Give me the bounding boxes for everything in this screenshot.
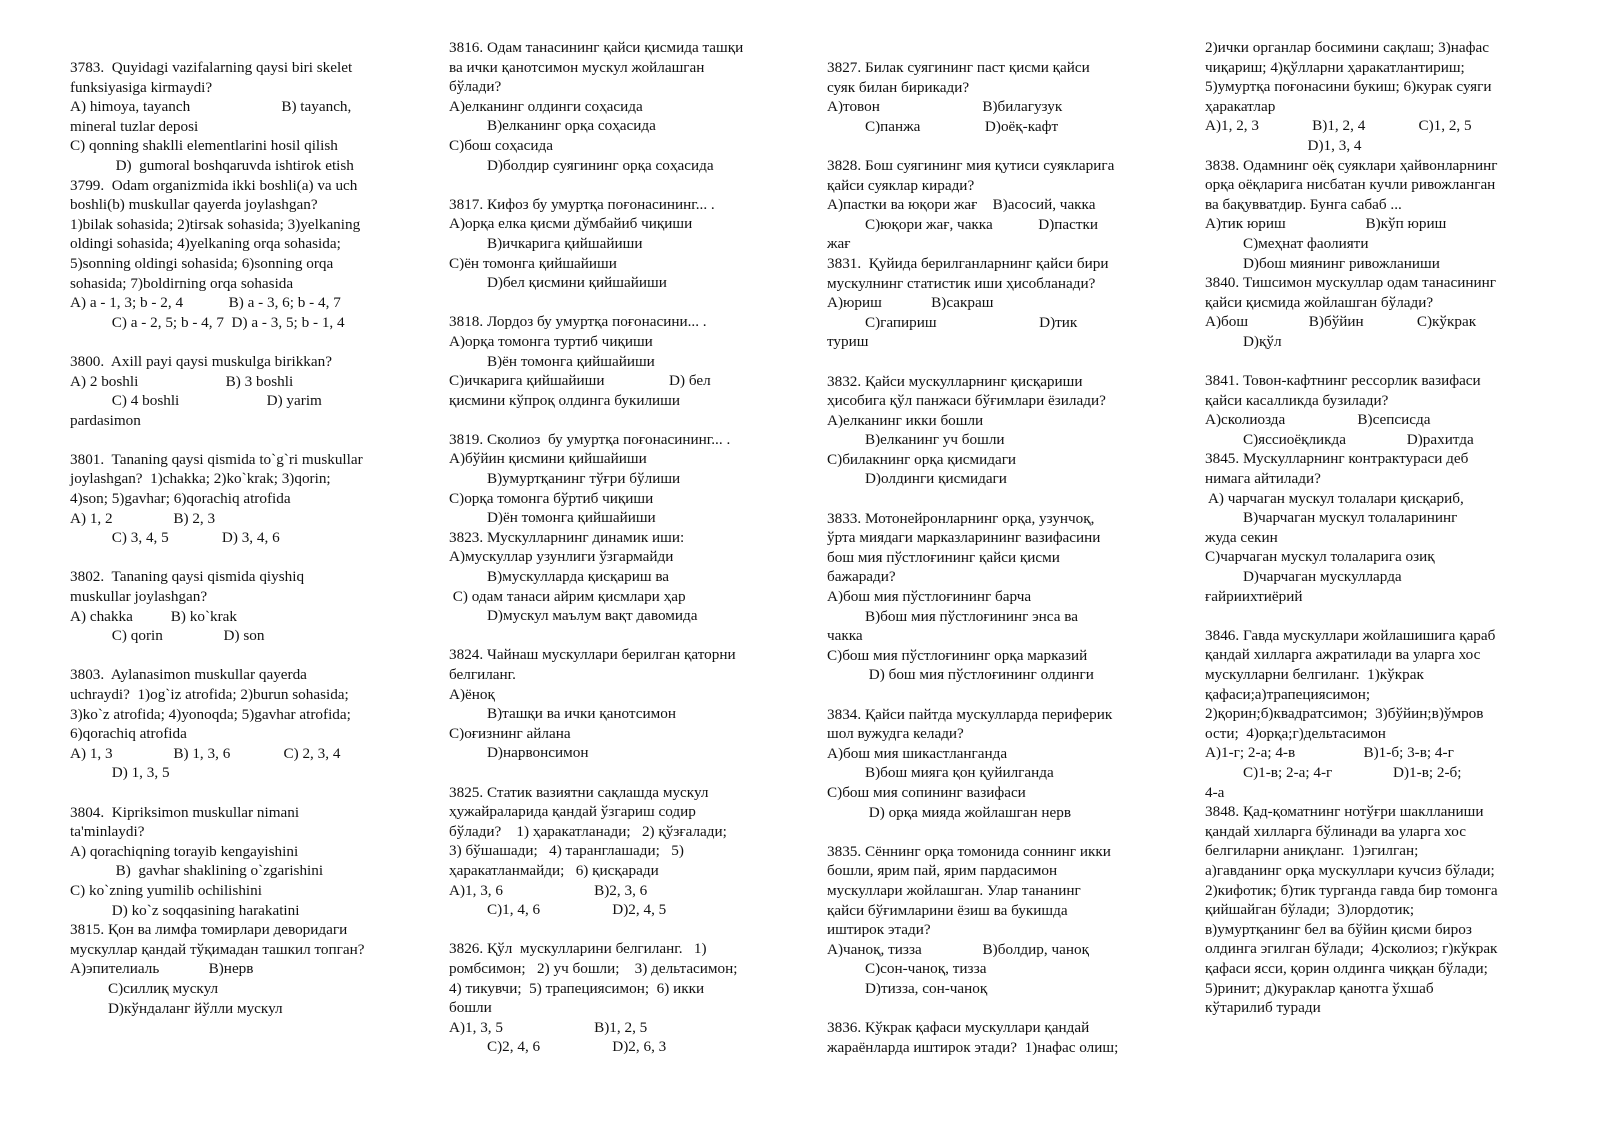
text-line: A)тик юриш B)кўп юриш xyxy=(1205,215,1447,233)
text-line: ҳаракатлар xyxy=(1205,97,1276,115)
text-line: иштирок этади? xyxy=(827,921,931,939)
blank-line xyxy=(449,175,784,195)
text-line: B)умуртқанинг тўғри бўлиши xyxy=(449,470,681,488)
text-line: 3783. Quyidagi vazifalarning qaysi biri skelet xyxy=(70,59,353,76)
text-line: 3833. Мотонейронларнинг орқа, узунчоқ, xyxy=(827,509,1095,527)
text-line: 3836. Кўкрак қафаси мускуллари қандай xyxy=(827,1019,1090,1037)
text-line: B)ичкарига қийшайиши xyxy=(449,234,643,252)
text-line: D)чарчаган мускулларда xyxy=(1205,568,1402,586)
text-line: funksiyasiga kirmaydi? xyxy=(70,78,213,96)
text-line: қайси бўғимларини ёзиш ва букишда xyxy=(827,901,1068,919)
text-line: қайси қисмида жойлашган бўлади? xyxy=(1205,293,1434,311)
text-line: ғайриихтиёрий xyxy=(1205,587,1303,605)
text-line: суяк билан бирикади? xyxy=(827,78,970,96)
text-line: чакка xyxy=(827,627,863,645)
text-line: A)1-г; 2-а; 4-в B)1-б; 3-в; 4-г xyxy=(1205,744,1454,762)
blank-line xyxy=(827,822,1162,842)
text-line: 6)qorachiq atrofida xyxy=(70,725,187,743)
text-line: бошли xyxy=(449,999,492,1017)
text-line: uchraydi? 1)og`iz atrofida; 2)burun sohasida; xyxy=(70,686,349,703)
text-line: boshli(b) muskullar qayerda joylashgan? xyxy=(70,196,318,214)
text-line: туриш xyxy=(827,333,869,351)
text-line: A) 1, 2 B) 2, 3 xyxy=(70,509,216,527)
text-line: C)бош мия пўстлоғининг орқа марказий xyxy=(827,646,1088,664)
column-3 xyxy=(827,58,1162,1057)
text-line: 3845. Мускулларнинг контрактураси деб xyxy=(1205,450,1469,468)
blank-line xyxy=(827,685,1162,705)
blank-line xyxy=(1205,606,1540,626)
text-line: ta'minlaydi? xyxy=(70,823,145,841)
text-line: 3823. Мускулларнинг динамик иши: xyxy=(449,528,685,546)
text-line: A)1, 3, 6 B)2, 3, 6 xyxy=(449,881,648,899)
text-line: 3846. Гавда мускуллари жойлашишига қараб xyxy=(1205,626,1496,644)
text-line: C) qonning shaklli elementlarini hosil qilish xyxy=(70,137,338,155)
text-line: A)елканинг олдинги соҳасида xyxy=(449,97,643,115)
text-line: A)орқа елка қисми дўмбайиб чиқиши xyxy=(449,215,693,233)
text-line: pardasimon xyxy=(70,411,141,429)
blank-line xyxy=(70,783,405,803)
text-line: C)1, 4, 6 D)2, 4, 5 xyxy=(449,901,667,919)
text-line: A) чарчаган мускул толалари қисқариб, xyxy=(1205,489,1464,507)
text-line: C) ko`zning yumilib ochilishini xyxy=(70,881,262,899)
blank-line xyxy=(449,920,784,940)
text-line: A) a - 1, 3; b - 2, 4 B) a - 3, 6; b - 4, 7 xyxy=(70,294,341,312)
text-line: ҳисобига қўл панжаси бўғимлари ёзилади? xyxy=(827,392,1106,410)
text-line: 5)ринит; д)кураклар қанотга ўхшаб xyxy=(1205,979,1434,997)
text-line: орқа оёқларига нисбатан кучли ривожланган xyxy=(1205,176,1496,194)
text-line: C)1-в; 2-а; 4-г D)1-в; 2-б; xyxy=(1205,763,1462,781)
text-line: 5)умуртқа поғонасини букиш; 6)курак суяги xyxy=(1205,78,1492,96)
text-line: 3832. Қайси мускулларнинг қисқариши xyxy=(827,372,1083,390)
text-line: A)1, 2, 3 B)1, 2, 4 C)1, 2, 5 xyxy=(1205,117,1472,135)
text-line: C)гапириш D)тик xyxy=(827,313,1078,331)
text-line: жараёнларда иштирок этади? 1)нафас олиш; xyxy=(827,1038,1119,1056)
text-line: мускулнинг статистик иши ҳисобланади? xyxy=(827,274,1096,292)
text-line: D) ko`z soqqasining harakatini xyxy=(70,901,300,919)
text-line: ости; 4)орқа;г)дельтасимон xyxy=(1205,724,1386,742)
text-line: мускуллар қандай тўқимадан ташкил топган? xyxy=(70,940,365,958)
text-line: A) 2 boshli B) 3 boshli xyxy=(70,372,294,390)
text-line: A)бош B)бўйин C)кўкрак xyxy=(1205,313,1477,331)
text-line: қандай хилларга бўлинади ва уларга хос xyxy=(1205,822,1467,840)
text-line: ва ички қанотсимон мускул жойлашган xyxy=(449,58,705,76)
text-line: бош мия пўстлоғининг қайси қисми xyxy=(827,548,1060,566)
text-line: 3815. Қон ва лимфа томирлари деворидаги xyxy=(70,921,348,939)
text-line: A)мускуллар узунлиги ўзгармайди xyxy=(449,548,674,566)
text-line: қандай хилларга ажратилади ва уларга хос xyxy=(1205,646,1481,664)
text-line: 4) тикувчи; 5) трапециясимон; 6) икки xyxy=(449,979,705,997)
text-line: D)қўл xyxy=(1205,332,1282,350)
text-line: бошли, ярим пай, ярим пардасимон xyxy=(827,862,1058,880)
blank-line xyxy=(827,489,1162,509)
blank-line xyxy=(1205,352,1540,372)
text-line: 4)son; 5)gavhar; 6)qorachiq atrofida xyxy=(70,490,291,508)
text-line: D)кўндаланг йўлли мускул xyxy=(70,999,283,1017)
text-line: C)чарчаган мускул толаларига озиқ xyxy=(1205,548,1435,566)
text-line: C)сон-чаноқ, тизза xyxy=(827,960,987,978)
text-line: шол вужудга келади? xyxy=(827,725,964,743)
text-line: A)орқа томонга туртиб чиқиши xyxy=(449,332,653,350)
text-line: C)бош соҳасида xyxy=(449,136,554,154)
text-line: ва бақувватдир. Бунга сабаб ... xyxy=(1205,195,1402,213)
text-line: D) орқа мияда жойлашган нерв xyxy=(827,803,1072,821)
column-2 xyxy=(449,38,784,1057)
text-line: 3824. Чайнаш мускуллари берилган қаторни xyxy=(449,646,736,664)
text-line: C) 4 boshli D) yarim xyxy=(70,392,322,410)
text-line: C) a - 2, 5; b - 4, 7 D) a - 3, 5; b - 1, 4 xyxy=(70,313,345,331)
text-line: нимага айтилади? xyxy=(1205,470,1321,488)
text-line: 3) бўшашади; 4) таранглашади; 5) xyxy=(449,842,684,860)
text-line: A)пастки ва юқори жағ B)асосий, чакка xyxy=(827,196,1096,214)
text-line: D) бош мия пўстлоғининг олдинги xyxy=(827,666,1094,684)
blank-line xyxy=(70,430,405,450)
blank-line xyxy=(449,763,784,783)
text-line: C) одам танаси айрим қисмлари ҳар xyxy=(449,587,686,605)
text-line: D)тизза, сон-чаноқ xyxy=(827,979,988,997)
text-line: 3801. Tananing qaysi qismida to`g`ri muskullar xyxy=(70,450,363,468)
text-line: C)силлиқ мускул xyxy=(70,979,219,997)
text-line: C) 3, 4, 5 D) 3, 4, 6 xyxy=(70,529,280,547)
text-line: 3831. Қуйида берилганларнинг қайси бири xyxy=(827,254,1109,272)
text-line: A) himoya, tayanch B) tayanch, xyxy=(70,98,352,116)
text-line: ҳаракатланмайди; 6) қисқаради xyxy=(449,861,659,879)
text-line: белгиларни аниқланг. 1)эгилган; xyxy=(1205,842,1419,860)
column-4 xyxy=(1205,38,1540,1018)
text-line: мускуллари жойлашган. Улар тананинг xyxy=(827,881,1081,899)
text-line: B)елканинг орқа соҳасида xyxy=(449,117,656,135)
text-line: 3799. Odam organizmida ikki boshli(a) va uch xyxy=(70,176,358,194)
text-line: A)бош мия пўстлоғининг барча xyxy=(827,588,1032,606)
text-line: C)панжа D)оёқ-кафт xyxy=(827,117,1059,135)
text-line: A) chakka B) ko`krak xyxy=(70,607,238,625)
text-line: B)бош мияга қон қуйилганда xyxy=(827,764,1054,782)
text-line: 3838. Одамнинг оёқ суяклари ҳайвонларнинг xyxy=(1205,156,1498,174)
text-line: B)бош мия пўстлоғининг энса ва xyxy=(827,607,1078,625)
blank-line xyxy=(449,626,784,646)
text-line: жуда секин xyxy=(1205,528,1278,546)
text-line: C)оғизнинг айлана xyxy=(449,724,571,742)
text-line: қайси суяклар киради? xyxy=(827,176,975,194)
text-line: бўлади? xyxy=(449,78,502,96)
blank-line xyxy=(70,646,405,666)
text-line: A)елканинг икки бошли xyxy=(827,411,984,429)
text-line: бўлади? 1) ҳаракатланади; 2) қўзғалади; xyxy=(449,822,727,840)
text-line: 3803. Aylanasimon muskullar qayerda xyxy=(70,666,307,684)
text-line: 2)ички органлар босимини сақлаш; 3)нафас xyxy=(1205,39,1489,56)
text-line: D)мускул маълум вақт давомида xyxy=(449,607,698,625)
text-line: қайси касалликда бузилади? xyxy=(1205,391,1389,409)
text-line: A)бош мия шикастланганда xyxy=(827,744,1008,762)
text-line: joylashgan? 1)chakka; 2)ko`krak; 3)qorin; xyxy=(70,470,331,488)
text-line: а)гавданинг орқа мускуллари кучсиз бўлади; xyxy=(1205,861,1495,879)
text-line: 3825. Статик вазиятни сақлашда мускул xyxy=(449,783,709,801)
blank-line xyxy=(449,410,784,430)
text-line: 1)bilak sohasida; 2)tirsak sohasida; 3)yelkaning xyxy=(70,215,361,233)
text-line: D)болдир суягининг орқа соҳасида xyxy=(449,156,714,174)
text-line: D)1, 3, 4 xyxy=(1205,136,1362,154)
text-line: A)1, 3, 5 B)1, 2, 5 xyxy=(449,1018,648,1036)
text-line: 3817. Кифоз бу умуртқа поғонасининг... . xyxy=(449,195,715,213)
text-line: 3826. Қўл мускулларини белгиланг. 1) xyxy=(449,940,707,958)
text-line: A)товон B)билагузук xyxy=(827,98,1063,116)
text-line: в)умуртқанинг бел ва бўйин қисми бироз xyxy=(1205,920,1472,938)
blank-line xyxy=(70,332,405,352)
text-line: 3828. Бош суягининг мия қутиси суякларига xyxy=(827,156,1115,174)
text-line: 2)кифотик; б)тик турганда гавда бир томонга xyxy=(1205,881,1498,899)
text-line: 3848. Қад-қоматнинг нотўғри шаклланиши xyxy=(1205,803,1484,821)
text-line: B)ташқи ва ички қанотсимон xyxy=(449,705,676,723)
text-line: ўрта миядаги марказларининг вазифасини xyxy=(827,529,1101,547)
text-line: A)бўйин қисмини қийшайиши xyxy=(449,450,647,468)
text-line: B)елканинг уч бошли xyxy=(827,431,1005,449)
text-line: 4-а xyxy=(1205,783,1225,801)
text-line: D)бош миянинг ривожланиши xyxy=(1205,254,1440,272)
text-line: C)билакнинг орқа қисмидаги xyxy=(827,450,1017,468)
column-1 xyxy=(70,58,405,1018)
text-line: 3)ko`z atrofida; 4)yonoqda; 5)gavhar atrofida; xyxy=(70,705,351,723)
text-line: 3827. Билак суягининг паст қисми қайси xyxy=(827,59,1090,76)
text-line: C) qorin D) son xyxy=(70,627,265,645)
text-line: C)ичкарига қийшайиши D) бел xyxy=(449,372,711,390)
text-line: қийшайган бўлади; 3)лордотик; xyxy=(1205,901,1415,919)
text-line: oldingi sohasida; 4)yelkaning orqa sohasida; xyxy=(70,235,341,253)
text-line: чиқариш; 4)қўлларни ҳаракатлантириш; xyxy=(1205,58,1465,76)
text-line: 3804. Kipriksimon muskullar nimani xyxy=(70,803,300,821)
text-line: A)сколиозда B)сепсисда xyxy=(1205,411,1431,429)
text-line: 3802. Tananing qaysi qismida qiyshiq xyxy=(70,568,305,586)
blank-line xyxy=(827,136,1162,156)
text-line: 3819. Сколиоз бу умуртқа поғонасининг... . xyxy=(449,430,731,448)
text-line: B) gavhar shaklining o`zgarishini xyxy=(70,862,324,880)
text-line: бажаради? xyxy=(827,568,896,586)
blank-line xyxy=(827,999,1162,1019)
blank-line xyxy=(449,293,784,313)
text-line: ҳужайраларида қандай ўзгариш содир xyxy=(449,803,696,821)
text-line: A)чаноқ, тизза B)болдир, чаноқ xyxy=(827,940,1089,958)
text-line: D)бел қисмини қийшайиши xyxy=(449,274,667,292)
text-line: D) gumoral boshqaruvda ishtirok etish xyxy=(70,156,354,174)
text-line: қафаси ясси, қорин олдинга чиққан бўлади; xyxy=(1205,959,1488,977)
text-line: D) 1, 3, 5 xyxy=(70,764,170,782)
text-line: D)нарвонсимон xyxy=(449,744,589,762)
text-line: 3816. Одам танасининг қайси қисмида ташқи xyxy=(449,39,744,56)
text-line: B)мускулларда қисқариш ва xyxy=(449,568,670,586)
text-line: 3800. Axill payi qaysi muskulga birikkan? xyxy=(70,352,332,370)
text-line: muskullar joylashgan? xyxy=(70,588,208,606)
text-line: A)юриш B)сакраш xyxy=(827,294,994,312)
text-line: A)ёноқ xyxy=(449,685,495,703)
text-line: кўтарилиб туради xyxy=(1205,999,1321,1017)
text-line: қисмини кўпроқ олдинга букилиши xyxy=(449,391,681,409)
text-line: D)олдинги қисмидаги xyxy=(827,470,1007,488)
text-line: C)юқори жағ, чакка D)пастки xyxy=(827,215,1099,233)
text-line: 3841. Товон-кафтнинг рессорлик вазифаси xyxy=(1205,372,1481,390)
text-line: mineral tuzlar deposi xyxy=(70,117,199,135)
text-line: A)эпителиаль B)нерв xyxy=(70,960,254,978)
text-line: 5)sonning oldingi sohasida; 6)sonning orqa xyxy=(70,254,334,272)
text-line: жағ xyxy=(827,235,851,253)
text-line: қафаси;а)трапециясимон; xyxy=(1205,685,1371,703)
text-line: белгиланг. xyxy=(449,666,516,683)
text-line: 3834. Қайси пайтда мускулларда периферик xyxy=(827,705,1113,723)
text-line: A) 1, 3 B) 1, 3, 6 C) 2, 3, 4 xyxy=(70,744,341,762)
text-line: C)бош мия сопининг вазифаси xyxy=(827,783,1026,801)
text-line: C)яссиоёқликда D)рахитда xyxy=(1205,430,1474,448)
text-line: B)чарчаган мускул толаларининг xyxy=(1205,509,1458,527)
text-line: sohasida; 7)boldirning orqa sohasida xyxy=(70,274,294,292)
text-line: 3840. Тишсимон мускуллар одам танасининг xyxy=(1205,274,1496,292)
text-line: A) qorachiqning torayib kengayishini xyxy=(70,842,299,860)
text-line: олдинга эгилган бўлади; 4)сколиоз; г)кўкрак xyxy=(1205,940,1498,958)
text-line: мускулларни белгиланг. 1)кўкрак xyxy=(1205,666,1424,683)
text-line: 2)қорин;б)квадратсимон; 3)бўйин;в)ўмров xyxy=(1205,705,1484,723)
text-line: C)2, 4, 6 D)2, 6, 3 xyxy=(449,1038,667,1056)
text-line: 3818. Лордоз бу умуртқа поғонасини... . xyxy=(449,313,707,331)
blank-line xyxy=(827,352,1162,372)
text-line: B)ён томонга қийшайиши xyxy=(449,352,655,370)
text-line: D)ён томонга қийшайиши xyxy=(449,509,656,527)
text-line: C)орқа томонга бўртиб чиқиши xyxy=(449,489,654,507)
text-line: C)меҳнат фаолияти xyxy=(1205,234,1369,252)
text-line: ромбсимон; 2) уч бошли; 3) дельтасимон; xyxy=(449,959,738,977)
text-line: 3835. Сённинг орқа томонида соннинг икки xyxy=(827,842,1111,860)
text-line: C)ён томонга қийшайиши xyxy=(449,254,617,272)
blank-line xyxy=(70,548,405,568)
